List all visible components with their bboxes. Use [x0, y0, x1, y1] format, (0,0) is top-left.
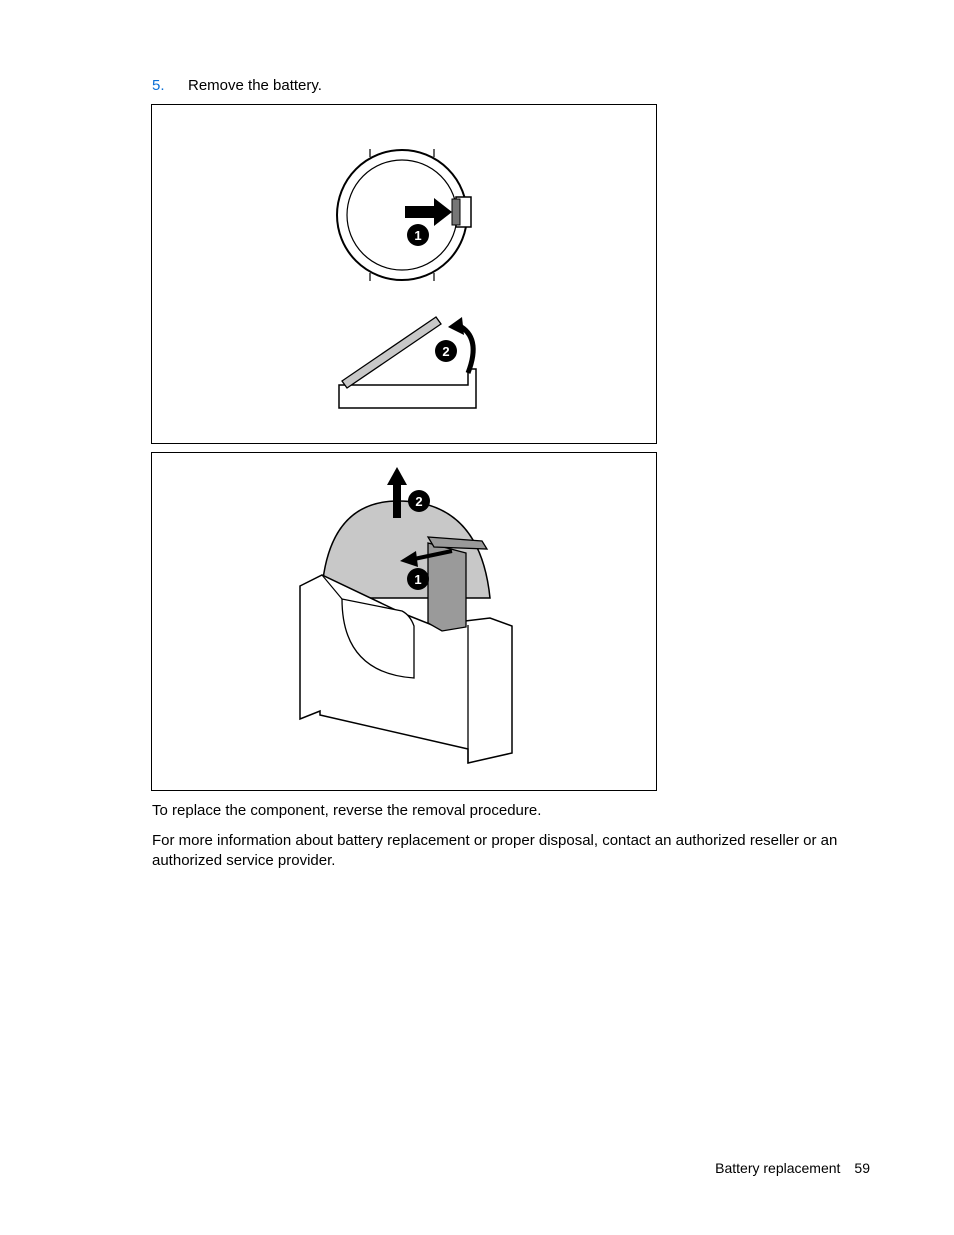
- page-number: 59: [854, 1160, 870, 1176]
- step-number: 5.: [152, 77, 165, 94]
- callout-2-icon: [435, 340, 457, 362]
- callout-1-icon: [407, 568, 429, 590]
- callout-1-icon: [407, 224, 429, 246]
- page-footer: [715, 1158, 870, 1178]
- battery-top-view: [337, 149, 471, 281]
- battery-holder-figure-top: [151, 104, 657, 444]
- battery-holder-figure-bottom: [151, 452, 657, 791]
- callout-2-icon: [408, 490, 430, 512]
- info-paragraph: For more information about battery replacement or proper disposal, contact an authorized reseller or an authorized service provider.: [152, 832, 838, 869]
- svg-text:1: 1: [414, 228, 422, 243]
- battery-holder-base: [300, 575, 512, 763]
- battery-removal-illustration: [152, 453, 656, 790]
- battery-holder-illustration: [152, 105, 656, 443]
- svg-text:2: 2: [415, 494, 423, 509]
- step-text: Remove the battery.: [188, 77, 322, 94]
- footer-section: Battery replacement: [715, 1160, 841, 1176]
- svg-text:2: 2: [442, 344, 450, 359]
- svg-text:1: 1: [414, 572, 422, 587]
- replace-paragraph: To replace the component, reverse the removal procedure.: [152, 802, 542, 819]
- step-line: [152, 76, 322, 96]
